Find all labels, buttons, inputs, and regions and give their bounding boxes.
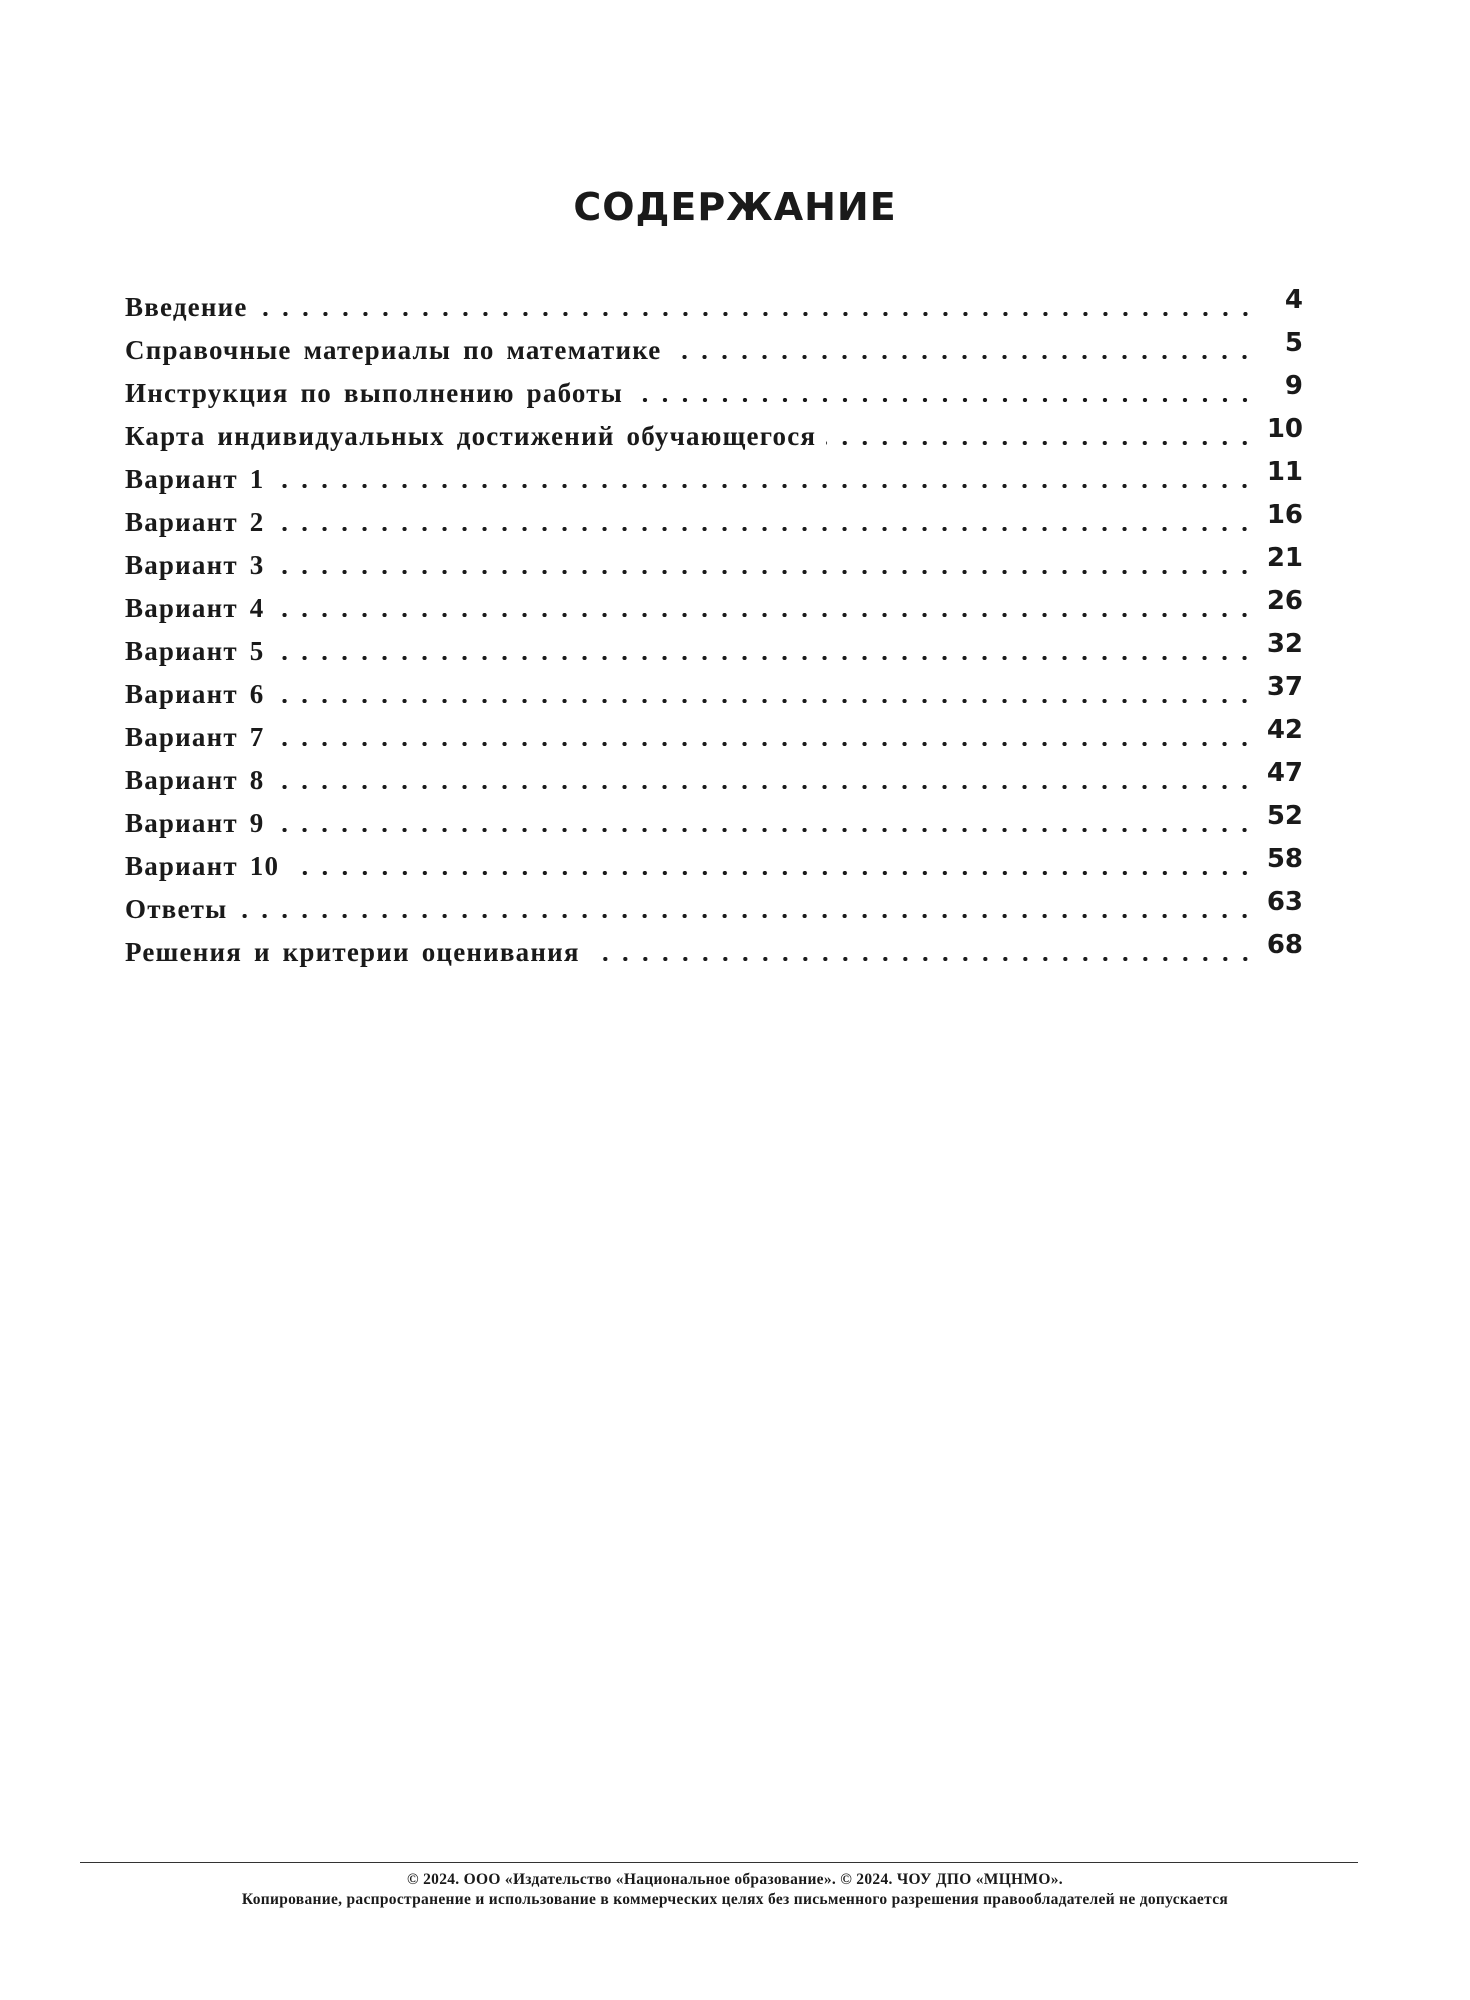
toc-entry-achievement-map[interactable] xyxy=(125,407,1303,450)
dot-leader xyxy=(633,398,1255,402)
toc-entry-label: Вариант 6 xyxy=(125,679,265,709)
toc-entry-page: 63 xyxy=(1266,887,1303,917)
toc-entry-page: 37 xyxy=(1266,672,1303,702)
toc-entry-variant-9[interactable] xyxy=(125,794,1303,837)
toc-entry-page: 52 xyxy=(1266,801,1303,831)
toc-entry-label: Ответы xyxy=(125,894,228,924)
dot-leader xyxy=(274,613,1255,617)
toc-entry-variant-6[interactable] xyxy=(125,665,1303,708)
dot-leader xyxy=(274,742,1255,746)
toc-entry-label: Справочные материалы по математике xyxy=(125,335,662,365)
toc-entry-page: 42 xyxy=(1266,715,1303,745)
toc-entry-label: Вариант 8 xyxy=(125,765,265,795)
toc-entry-page: 21 xyxy=(1266,543,1303,573)
toc-entry-variant-1[interactable] xyxy=(125,450,1303,493)
toc-entry-variant-5[interactable] xyxy=(125,622,1303,665)
dot-leader xyxy=(258,312,1255,316)
toc-entry-variant-8[interactable] xyxy=(125,751,1303,794)
toc-entry-variant-3[interactable] xyxy=(125,536,1303,579)
toc-entry-answers[interactable] xyxy=(125,880,1303,923)
toc-entry-page: 4 xyxy=(1284,285,1303,315)
footer-copyright: © 2024. ООО «Издательство «Национальное образование». © 2024. ЧОУ ДПО «МЦНМО». xyxy=(407,1871,1063,1888)
toc-entry-solutions[interactable] xyxy=(125,923,1303,966)
footer xyxy=(60,1870,1410,1910)
dot-leader xyxy=(274,699,1255,703)
toc-entry-label: Инструкция по выполнению работы xyxy=(125,378,624,408)
dot-leader xyxy=(274,828,1255,832)
toc-entry-label: Введение xyxy=(125,292,248,322)
toc-entry-page: 16 xyxy=(1266,500,1303,530)
toc-entry-reference-materials[interactable] xyxy=(125,321,1303,364)
toc-entry-variant-10[interactable] xyxy=(125,837,1303,880)
toc-entry-label: Вариант 4 xyxy=(125,593,265,623)
dot-leader xyxy=(237,914,1255,918)
toc-entry-label: Вариант 1 xyxy=(125,464,265,494)
toc-entry-page: 10 xyxy=(1266,414,1303,444)
dot-leader xyxy=(274,484,1255,488)
toc-entry-page: 68 xyxy=(1266,930,1303,960)
dot-leader xyxy=(274,527,1255,531)
toc-entry-variant-2[interactable] xyxy=(125,493,1303,536)
footer-notice: Копирование, распространение и использование в коммерческих целях без письменного разрешения правообладателей не допускается xyxy=(241,1891,1229,1908)
toc-entry-label: Вариант 3 xyxy=(125,550,265,580)
toc-entry-label: Решения и критерии оценивания xyxy=(125,937,580,967)
toc-entry-label: Вариант 10 xyxy=(125,851,280,881)
toc-entry-label: Вариант 7 xyxy=(125,722,265,752)
toc-entry-page: 9 xyxy=(1284,371,1303,401)
footer-divider xyxy=(80,1862,1358,1863)
toc-entry-label: Вариант 2 xyxy=(125,507,265,537)
toc-entry-label: Карта индивидуальных достижений обучающегося xyxy=(125,421,817,451)
table-of-contents xyxy=(125,278,1303,966)
page-title: СОДЕРЖАНИЕ xyxy=(573,185,897,229)
toc-entry-page: 11 xyxy=(1266,457,1303,487)
toc-entry-instructions[interactable] xyxy=(125,364,1303,407)
dot-leader xyxy=(289,871,1255,875)
toc-entry-page: 32 xyxy=(1266,629,1303,659)
toc-entry-page: 58 xyxy=(1266,844,1303,874)
dot-leader xyxy=(274,656,1255,660)
dot-leader xyxy=(590,957,1255,961)
toc-entry-page: 47 xyxy=(1266,758,1303,788)
dot-leader xyxy=(274,785,1255,789)
toc-entry-introduction[interactable] xyxy=(125,278,1303,321)
toc-entry-variant-7[interactable] xyxy=(125,708,1303,751)
toc-entry-page: 5 xyxy=(1284,328,1303,358)
dot-leader xyxy=(671,355,1255,359)
toc-entry-variant-4[interactable] xyxy=(125,579,1303,622)
toc-entry-label: Вариант 5 xyxy=(125,636,265,666)
toc-entry-page: 26 xyxy=(1266,586,1303,616)
dot-leader xyxy=(826,441,1255,445)
dot-leader xyxy=(274,570,1255,574)
toc-entry-label: Вариант 9 xyxy=(125,808,265,838)
